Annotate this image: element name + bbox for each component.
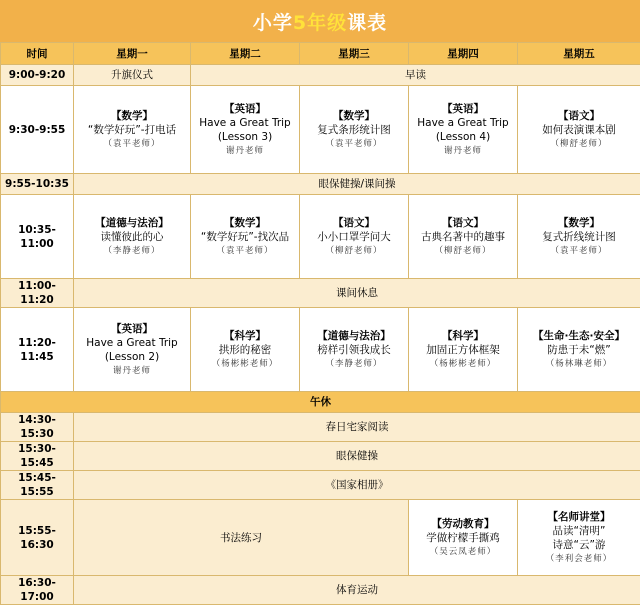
teacher-name: （柳舒老师） [520, 137, 638, 151]
table-row [1, 471, 640, 500]
time-cell: 14:30-15:30 [1, 413, 74, 442]
lesson-title: “数学好玩”-找次品 [193, 230, 297, 244]
lesson-title: 复式折线统计图 [520, 230, 638, 244]
class-cell [74, 86, 191, 174]
header-time: 时间 [1, 43, 74, 65]
page-title [253, 8, 387, 35]
subject-label: 【道德与法治】 [302, 329, 406, 343]
time-cell: 9:30-9:55 [1, 86, 74, 174]
time-cell: 11:00-11:20 [1, 279, 74, 308]
lesson-title: 读懂彼此的心 [76, 230, 188, 244]
lesson-title: 小小口罩学问大 [302, 230, 406, 244]
lesson-title: 学做柠檬手撕鸡 [411, 531, 515, 545]
class-cell [409, 195, 518, 279]
title-part: 小学 [253, 12, 293, 34]
teacher-name: （杨彬彬老师） [411, 357, 515, 371]
teacher-name: （袁平老师） [302, 137, 406, 151]
table-row [1, 279, 640, 308]
subject-label: 【生命·生态·安全】 [520, 329, 638, 343]
time-cell: 10:35-11:00 [1, 195, 74, 279]
lesson-title: 加固正方体框架 [411, 343, 515, 357]
time-cell: 11:20-11:45 [1, 308, 74, 392]
lesson-title: 榜样引领我成长 [302, 343, 406, 357]
table-row [1, 413, 640, 442]
lesson-title: 拱形的秘密 [193, 343, 297, 357]
teacher-name: （吴云凤老师） [411, 545, 515, 559]
teacher-name: （袁平老师） [193, 244, 297, 258]
class-cell [191, 86, 300, 174]
lesson-subtitle: (Lesson 4) [411, 130, 515, 144]
lesson-title: 品读“清明” [520, 524, 638, 538]
lesson-title: 复式条形统计图 [302, 123, 406, 137]
activity-cell: 眼保健操/课间操 [74, 174, 640, 195]
subject-label: 【数学】 [76, 109, 188, 123]
teacher-name: （李静老师） [76, 244, 188, 258]
class-cell [300, 308, 409, 392]
teacher-name: （杨彬彬老师） [193, 357, 297, 371]
lesson-title: “数学好玩”-打电话 [76, 123, 188, 137]
title-grade-number: 5 [293, 12, 307, 34]
header-monday: 星期一 [74, 43, 191, 65]
table-row [1, 195, 640, 279]
title-part: 年级 [307, 12, 347, 34]
subject-label: 【道德与法治】 [76, 216, 188, 230]
subject-label: 【英语】 [193, 102, 297, 116]
lesson-title: 古典名著中的趣事 [411, 230, 515, 244]
table-row [1, 174, 640, 195]
teacher-name: 谢丹老师 [76, 364, 188, 378]
table-row [1, 392, 640, 413]
table-row [1, 86, 640, 174]
class-cell [518, 86, 640, 174]
table-row [1, 442, 640, 471]
title-bar [0, 0, 640, 42]
lesson-subtitle: 诗意“云”游 [520, 538, 638, 552]
subject-label: 【英语】 [411, 102, 515, 116]
lunch-break-label: 午休 [1, 392, 640, 413]
activity-cell: 眼保健操 [74, 442, 640, 471]
table-row [1, 308, 640, 392]
header-wednesday: 星期三 [300, 43, 409, 65]
subject-label: 【语文】 [520, 109, 638, 123]
subject-label: 【科学】 [411, 329, 515, 343]
class-cell [191, 308, 300, 392]
activity-cell: 课间休息 [74, 279, 640, 308]
lesson-title: 如何表演课本剧 [520, 123, 638, 137]
subject-label: 【科学】 [193, 329, 297, 343]
class-cell [518, 308, 640, 392]
time-cell: 15:30-15:45 [1, 442, 74, 471]
time-cell: 15:55-16:30 [1, 500, 74, 576]
teacher-name: （柳舒老师） [302, 244, 406, 258]
teacher-name: （袁平老师） [76, 137, 188, 151]
lesson-subtitle: (Lesson 3) [193, 130, 297, 144]
activity-cell: 《国家相册》 [74, 471, 640, 500]
teacher-name: （袁平老师） [520, 244, 638, 258]
class-cell [518, 500, 640, 576]
lesson-title: Have a Great Trip [193, 116, 297, 130]
subject-label: 【劳动教育】 [411, 517, 515, 531]
lesson-subtitle: (Lesson 2) [76, 350, 188, 364]
table-row [1, 65, 640, 86]
class-cell [74, 195, 191, 279]
subject-label: 【数学】 [302, 109, 406, 123]
activity-cell: 春日宅家阅读 [74, 413, 640, 442]
class-cell [409, 500, 518, 576]
timetable [0, 42, 640, 605]
subject-label: 【语文】 [411, 216, 515, 230]
time-cell: 15:45-15:55 [1, 471, 74, 500]
teacher-name: （李利会老师） [520, 552, 638, 566]
lesson-title: Have a Great Trip [76, 336, 188, 350]
class-cell [409, 86, 518, 174]
header-tuesday: 星期二 [191, 43, 300, 65]
class-cell [300, 195, 409, 279]
class-cell [300, 86, 409, 174]
class-cell [191, 195, 300, 279]
activity-cell: 早读 [191, 65, 640, 86]
class-cell [74, 308, 191, 392]
time-cell: 16:30-17:00 [1, 576, 74, 605]
activity-cell: 书法练习 [74, 500, 409, 576]
teacher-name: （柳舒老师） [411, 244, 515, 258]
lesson-title: 防患于未“燃” [520, 343, 638, 357]
time-cell: 9:55-10:35 [1, 174, 74, 195]
subject-label: 【数学】 [520, 216, 638, 230]
activity-cell: 体育运动 [74, 576, 640, 605]
table-row [1, 576, 640, 605]
teacher-name: （李静老师） [302, 357, 406, 371]
subject-label: 【名师讲堂】 [520, 510, 638, 524]
subject-label: 【英语】 [76, 322, 188, 336]
teacher-name: 谢丹老师 [193, 144, 297, 158]
header-row [1, 43, 640, 65]
class-cell [409, 308, 518, 392]
subject-label: 【语文】 [302, 216, 406, 230]
subject-label: 【数学】 [193, 216, 297, 230]
lesson-title: Have a Great Trip [411, 116, 515, 130]
class-cell [518, 195, 640, 279]
teacher-name: （杨林琳老师） [520, 357, 638, 371]
activity-cell: 升旗仪式 [74, 65, 191, 86]
header-thursday: 星期四 [409, 43, 518, 65]
table-row [1, 500, 640, 576]
teacher-name: 谢丹老师 [411, 144, 515, 158]
title-part: 课表 [347, 12, 387, 34]
header-friday: 星期五 [518, 43, 640, 65]
time-cell: 9:00-9:20 [1, 65, 74, 86]
